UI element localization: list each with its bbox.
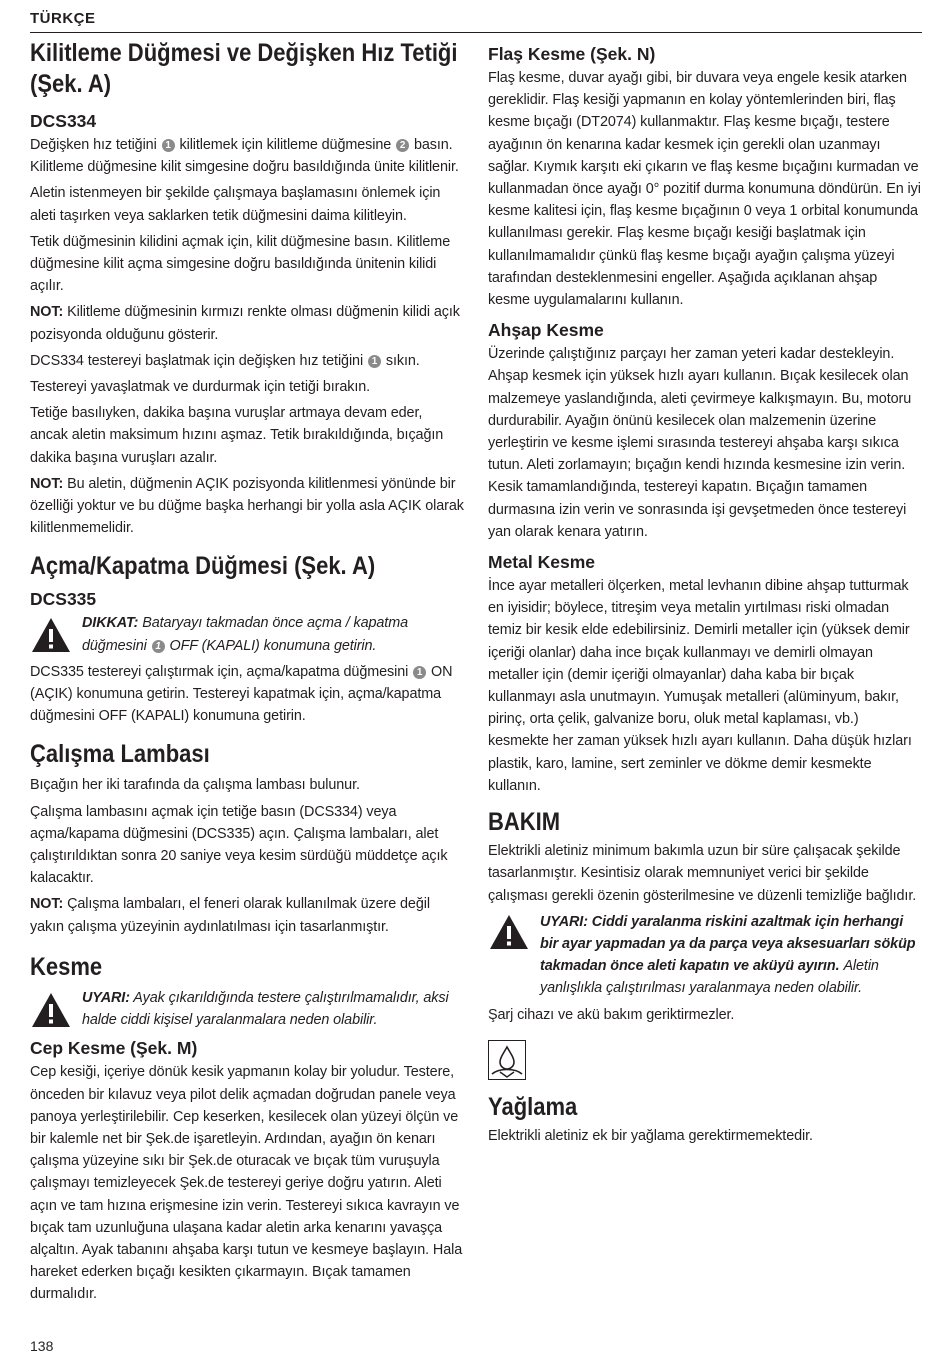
callout-badge: 1 bbox=[162, 139, 175, 152]
callout-badge: 1 bbox=[413, 666, 426, 679]
callout-badge: 1 bbox=[152, 640, 165, 653]
caution-block: DIKKAT: Bataryayı takmadan önce açma / kapatma düğmesini 1 OFF (KAPALI) konumuna getirin. bbox=[30, 612, 464, 656]
section-title-work-light: Çalışma Lambası bbox=[30, 740, 210, 769]
paragraph: Bıçağın her iki tarafında da çalışma lambası bulunur. bbox=[30, 777, 360, 794]
subsection-flush-cutting: Flaş Kesme (Şek. N) bbox=[488, 44, 656, 64]
header-rule bbox=[30, 32, 922, 33]
note: NOT: Bu aletin, düğmenin AÇIK pozisyonda kilitlenmesi yönünde bir özelliği yoktur ve bu düğme başka herhangi bir yolla asla AÇIK olarak kilitlenmemelidir. bbox=[30, 475, 464, 537]
right-column bbox=[488, 38, 922, 1151]
model-dcs334: DCS334 bbox=[30, 111, 97, 131]
section-title-lock-button-fig: (Şek. A) bbox=[30, 70, 112, 98]
note: NOT: Çalışma lambaları, el feneri olarak kullanılmak üzere değil yakın çalışma yüzeyinin aydınlatılması için tasarlanmıştır. bbox=[30, 896, 430, 935]
paragraph: Çalışma lambasını açmak için tetiğe basın (DCS334) veya açma/kapama düğmesini (DCS335) açın. Çalışma lambaları, alet çalıştırıldıktan sonra 20 saniye veya kesim sürdüğü müddetçe açık kalacaktır. bbox=[30, 803, 448, 887]
section-title-lubrication: Yağlama bbox=[488, 1092, 578, 1121]
section-title-lock-button: Kilitleme Düğmesi ve Değişken Hız Tetiği bbox=[30, 39, 458, 67]
subsection-metal-cutting: Metal Kesme bbox=[488, 552, 595, 573]
paragraph: Aletin istenmeyen bir şekilde çalışmaya başlamasını önlemek için aleti taşırken veya saklarken tetik düğmesini daima kilitleyin. bbox=[30, 185, 441, 224]
page-number: 138 bbox=[30, 1338, 54, 1354]
section-title-on-off: Açma/Kapatma Düğmesi (Şek. A) bbox=[30, 552, 376, 581]
paragraph: Değişken hız tetiğini 1 kilitlemek için kilitleme düğmesine 2 basın. Kilitleme düğmesine kilit simgesine doğru basıldığında ünite kilitlenir. bbox=[30, 137, 459, 176]
paragraph: Flaş kesme, duvar ayağı gibi, bir duvara veya engele kesik atarken gereklidir. Flaş kesiği yapmanın en kolay yöntemlerinden biri, flaş kesme bıçağı (DT2074) kullanmaktır. Flaş kesme bıçağı, testere ayağının ön kenarına kadar kesmek için gerekli olan uzanmayı sağlar. Kıymık karşıtı eki çıkarın ve flaş kesme bıçağını kurmadan ve kullanmadan önce ayağı 0° pozitif durma konumuna döndürün. En iyi kesme kalitesi için, flaş kesme bıçağının 0 veya 1 orbital konumunda kullanılması gerekir. Flaş kesme bıçağı kesiği başlatmak için kullanılmamalıdır çünkü flaş kesme bıçağı ayağın çalışma yüzeyi tarafından desteklenmesini engeller. Aşağıda açıklanan ahşap kesme uygulamalarını kullanın. bbox=[488, 70, 921, 309]
paragraph: Tetiğe basılıyken, dakika başına vuruşlar artmaya devam eder, ancak aletin maksimum hızını aşmaz. Tetik bırakıldığında, bıçağın dakika başına vuruşları azalır. bbox=[30, 405, 444, 466]
subsection-pocket-cutting: Cep Kesme (Şek. M) bbox=[30, 1038, 198, 1059]
paragraph: Elektrikli aletiniz minimum bakımla uzun bir süre çalışacak şekilde tasarlanmıştır. Kesintisiz olarak memnuniyet verici bir şekilde çalışması gerekli özenin gösterilmesine ve düzenli temizliğe bağlıdır. bbox=[488, 843, 917, 904]
paragraph: Elektrikli aletiniz ek bir yağlama gerektirmemektedir. bbox=[488, 1127, 813, 1144]
warning-triangle-icon bbox=[488, 913, 530, 951]
left-column bbox=[30, 38, 464, 1306]
warning-triangle-icon bbox=[30, 991, 72, 1029]
lubrication-icon bbox=[488, 1040, 526, 1080]
paragraph: Şarj cihazı ve akü bakım geriktirmezler. bbox=[488, 1006, 735, 1023]
paragraph: İnce ayar metalleri ölçerken, metal levhanın dibine ahşap tutturmak en iyisidir; böylece, titreşim veya metalin yırtılması riski olmadan temiz bir kesik elde edebilirsiniz. Demirli metaller için (yüksek demir içeriği olanlar) daha ince bıçak kullanmayı ve demirli olmayan metaller için (demir içeriği olmayanlar) daha kaba bir bıçak kullanmayı asla unutmayın. Yumuşak metalleri (alüminyum, bakır, pirinç, orta çelik, galvanize boru, oluk metal kaplaması, vb.) kesmekte her zaman yüksek hızlı ayarı kullanın. Daha düşük hızları plastik, karo, lamine, sert zeminler ve dökme demir kesmekte kullanın. bbox=[488, 578, 912, 794]
paragraph: DCS334 testereyi başlatmak için değişken hız tetiğini 1 sıkın. bbox=[30, 352, 420, 369]
callout-badge: 2 bbox=[396, 139, 409, 152]
language-header: TÜRKÇE bbox=[30, 10, 96, 27]
note: NOT: Kilitleme düğmesinin kırmızı renkte olması düğmenin kilidi açık pozisyonda olduğunu gösterir. bbox=[30, 304, 460, 343]
paragraph: Testereyi yavaşlatmak ve durdurmak için tetiği bırakın. bbox=[30, 379, 371, 396]
subsection-wood-cutting: Ahşap Kesme bbox=[488, 320, 604, 341]
warning-block: UYARI: Ciddi yaralanma riskini azaltmak için herhangi bir ayar yapmadan ya da parça veya aksesuarları söküp takmadan önce aleti kapatın ve aküyü ayırın. Aletin yanlışlıkla çalıştırılması yaralanmaya neden olabilir. bbox=[488, 911, 922, 1000]
paragraph: Tetik düğmesinin kilidini açmak için, kilit düğmesine basın. Kilitleme düğmesine kilit açma simgesine doğru basıldığında ünitenin kilidi açılır. bbox=[30, 233, 451, 295]
warning-block: UYARI: Ayak çıkarıldığında testere çalıştırılmamalıdır, aksi halde ciddi kişisel yaralanmalara neden olabilir. bbox=[30, 987, 464, 1031]
callout-badge: 1 bbox=[368, 355, 381, 368]
warning-triangle-icon bbox=[30, 616, 72, 654]
paragraph: Üzerinde çalıştığınız parçayı her zaman yeteri kadar destekleyin. Ahşap kesmek için yüksek hızlı ayarı kullanın. Bıçak kesilecek olan malzemeye yaslandığında, aleti çevirmeye kalkışmayın. Bu, motoru durdurabilir. Ayağın önünü kesilecek olan malzemenin üzerine yerleştirin ve kesme işlemi sırasında testereyi ahşaba karşı sıkıca tutun. Aleti zorlamayın; bıçağın kendi hızında kesmesine izin verin. Kesik tamamlandığında, testereyi kapatın. Bıçağın tamamen durmasına izin verin ve sonrasında işi gevşetmeden önce testereyi yan olarak kenara yatırın. bbox=[488, 346, 912, 540]
paragraph: Cep kesiği, içeriye dönük kesik yapmanın kolay bir yoludur. Testere, önceden bir kılavuz veya pilot delik açmadan doğrudan panele veya panoya yerleştirilebilir. Cep keserken, kesilecek olan yüzeyi ölçün ve bir kalemle net bir Şek.de işaretleyin. Ardından, ayağın ön kenarı çalışma yüzeyine sıkı bir Şek.de oturacak ve bıçak tüm vuruşuyla çalışmayı temizleyecek Şek.de testereyi geriye doğru yatırın. Aleti açın ve tam hızına erişmesine izin verin. Testereyi sıkıca kavrayın ve bıçak tam uzunluğuna ulaşana kadar aletin arka kenarını yavaşça alçaltın. Ayak tabanını ahşaba karşı tutun ve kesmeye başlayın. Hala hareket ederken bıçağı kesikten çıkarmayın. Bıçak tamamen durmalıdır. bbox=[30, 1064, 463, 1303]
section-title-cutting: Kesme bbox=[30, 952, 103, 981]
paragraph: DCS335 testereyi çalıştırmak için, açma/kapatma düğmesini 1 ON (AÇIK) konumuna getirin. Testereyi kapatmak için, açma/kapatma düğmesini OFF (KAPALI) konumuna getirin. bbox=[30, 663, 453, 725]
section-title-maintenance: BAKIM bbox=[488, 808, 561, 837]
model-dcs335: DCS335 bbox=[30, 589, 97, 610]
